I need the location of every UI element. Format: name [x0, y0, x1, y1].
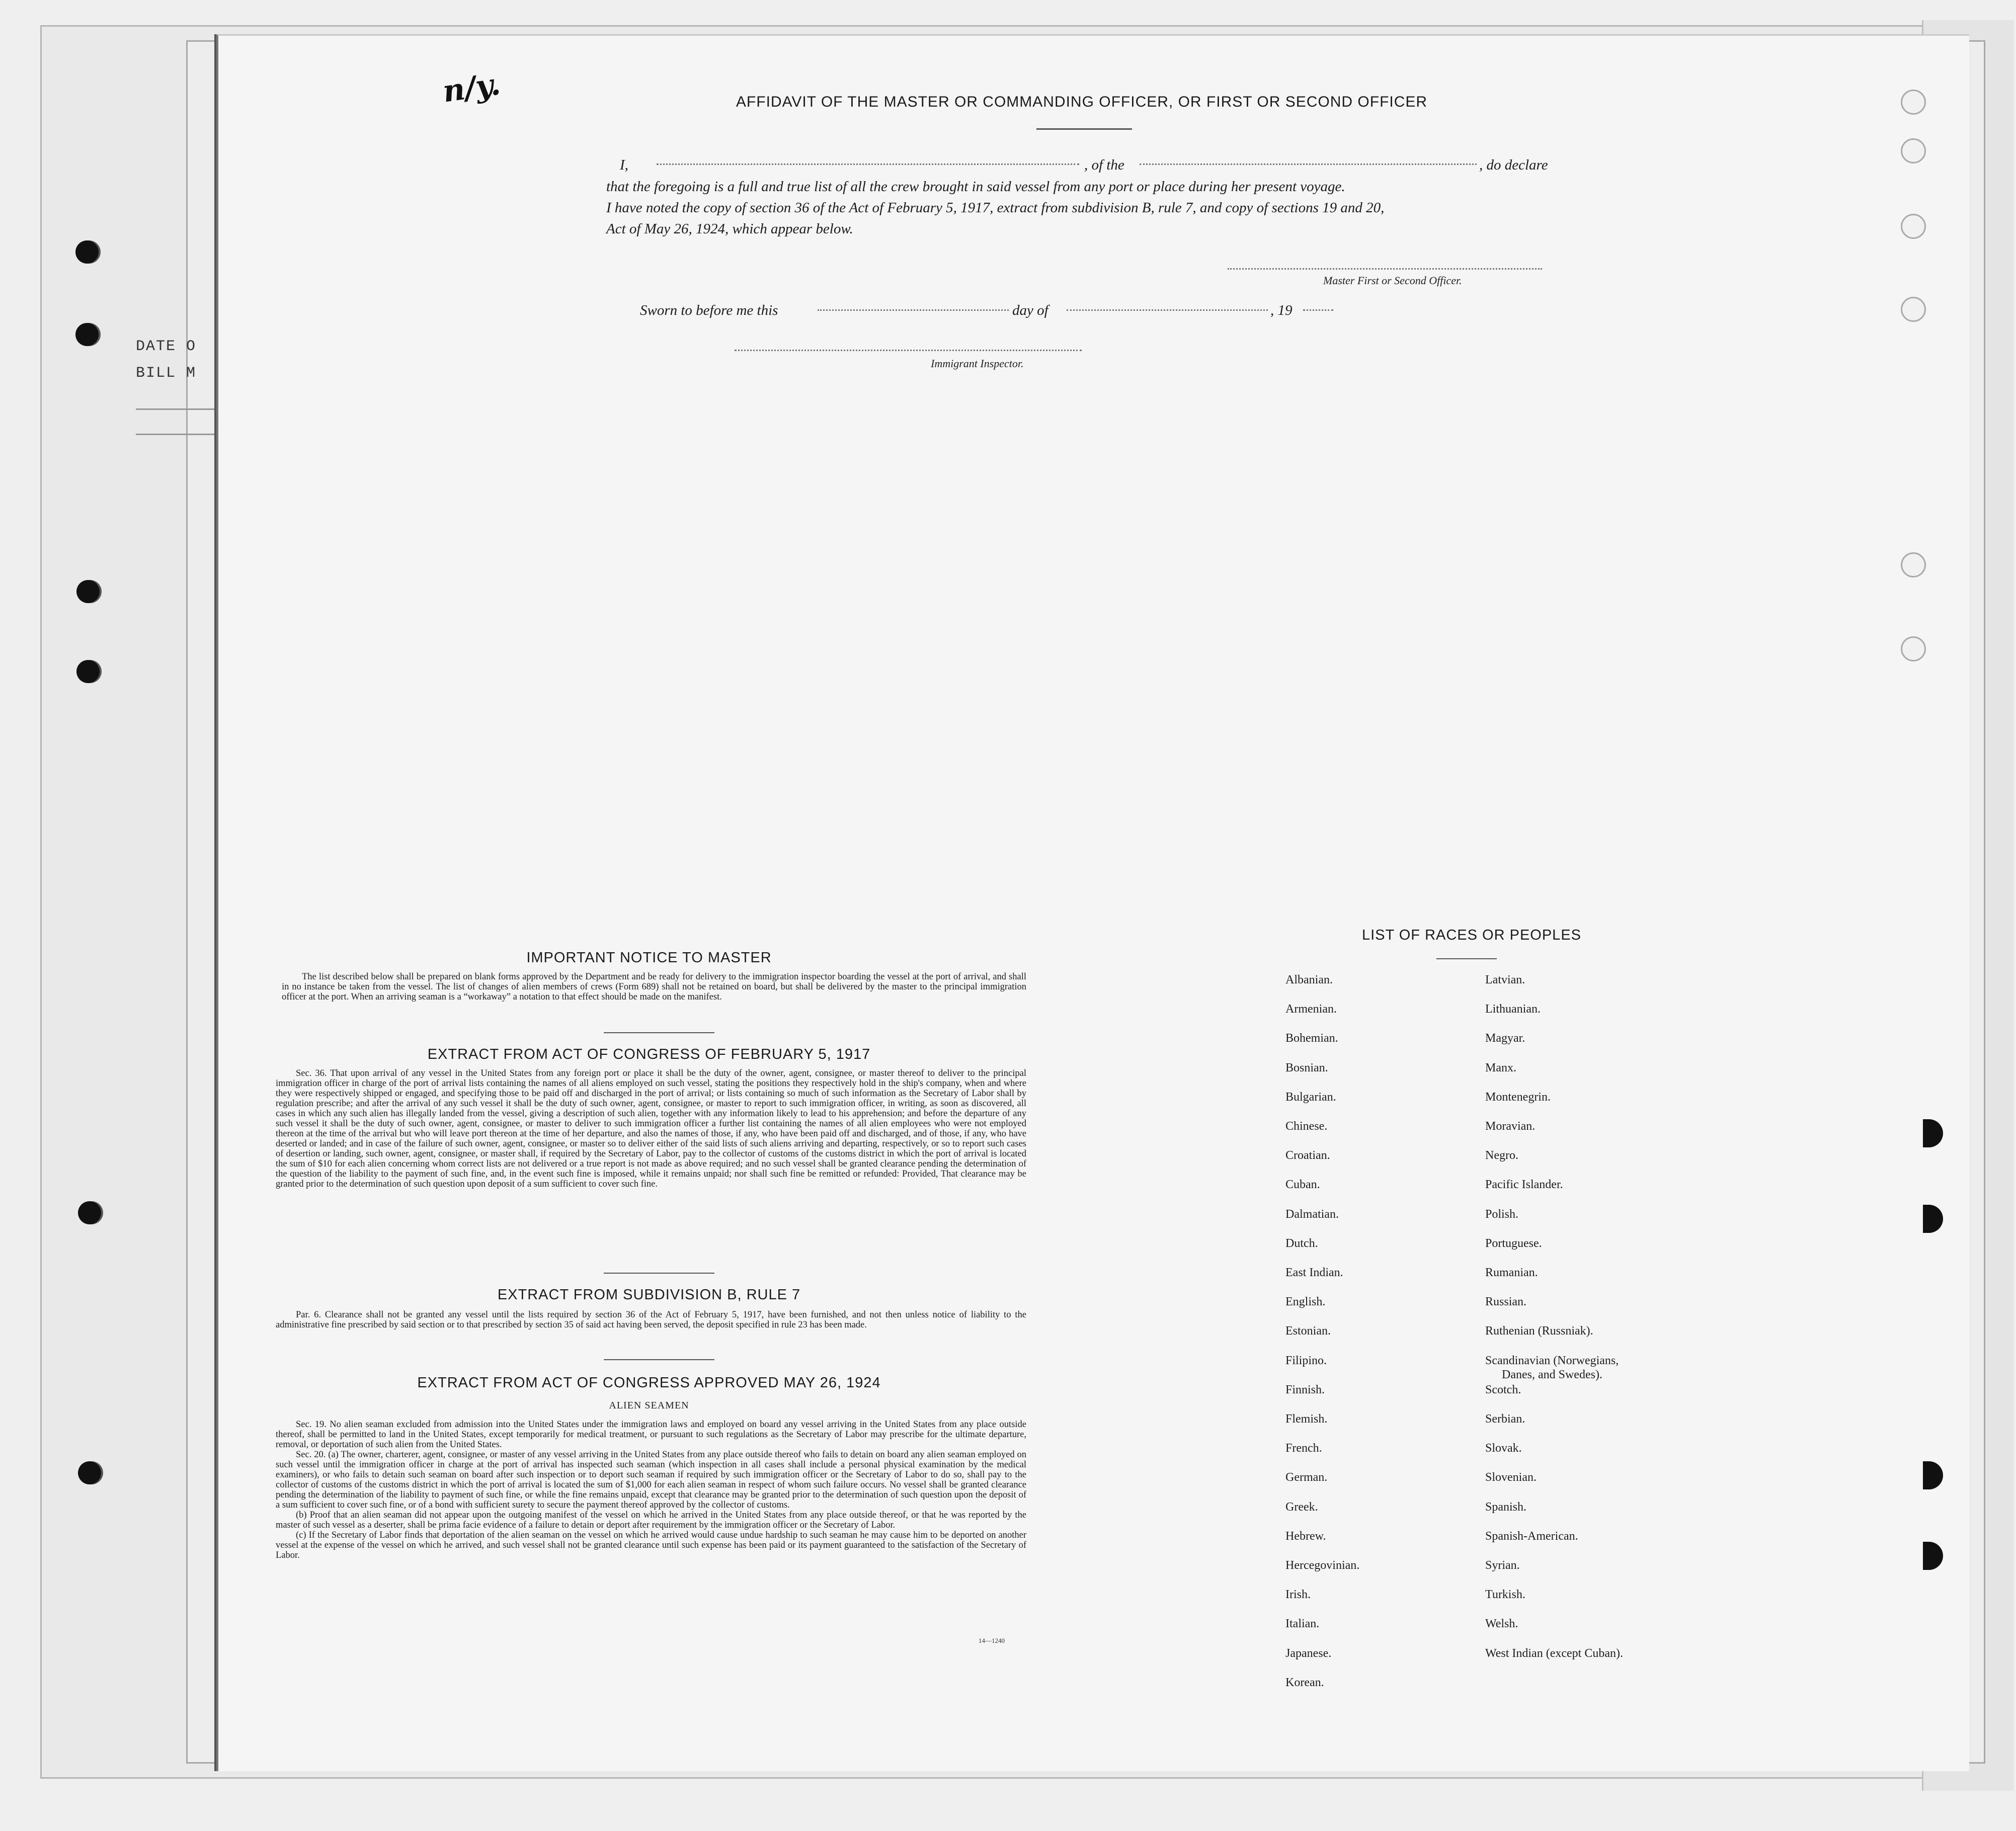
alien-seamen-subtitle: ALIEN SEAMEN: [609, 1400, 689, 1411]
race-item: Hebrew.: [1285, 1529, 1326, 1543]
sworn-year-field[interactable]: [1303, 309, 1333, 311]
race-item: Spanish.: [1485, 1500, 1527, 1514]
section-rule: [604, 1273, 714, 1274]
race-item: Filipino.: [1285, 1354, 1327, 1367]
affidavit-line-4: Act of May 26, 1924, which appear below.: [606, 221, 853, 237]
extract-1917-paragraph: Sec. 36. That upon arrival of any vessel in the United States from any foreign port or place it shall be the duty of the owner, agent, consignee, or master thereof to deliver to the principal immigration officer in charge of the port of arrival lists containing the names of all aliens employed on such vessel, stating the positions they respectively hold in the ship's company, when and where they were respectively shipped or engaged, and specifying those to be paid off and discharged in the port of arrival; or lists containing so much of such information as the Secretary of Labor shall by regulation prescribe; and after the arrival of any such vessel it shall be the duty of such owner, agent, consignee, or master to report to such immigration officer, in writing, as soon as discovered, all cases in which any such alien has illegally landed from the vessel, giving a description of such alien, together with any information likely to lead to his apprehension; and before the departure of any such vessel it shall be the duty of such owner, agent, consignee, or master to deliver to such immigration officer a further list containing the names of all alien employees who were not employed thereon at the time of the arrival but who will leave port thereon at the time of her departure, and also the names of those, if any, who have been paid off and discharged, and of those, if any, who have deserted or landed; and in case of the failure of such owner, agent, consignee, or master so to deliver either of the said lists of such aliens arriving and departing, respectively, or so to report such cases of desertion or landing, such owner, agent, consignee, or master shall, if required by the Secretary of Labor, pay to the collector of customs of the customs district in which the port of arrival is located the sum of $10 for each alien concerning whom correct lists are not delivered or a true report is not made as above required; and no such vessel shall be granted clearance pending the determination of the question of the liability to the payment of such fine, and, in the event such fine is imposed, while it remains unpaid; nor shall such fine be remitted or refunded: Provided, That clearance may be granted prior to the determination of such question upon deposit of a sum sufficient to cover such fine.: [276, 1068, 1026, 1189]
race-item: Finnish.: [1285, 1383, 1325, 1396]
title-rule: [1036, 128, 1132, 130]
race-item-continuation: Danes, and Swedes).: [1502, 1368, 1602, 1381]
race-item: Negro.: [1485, 1149, 1518, 1162]
race-item: Manx.: [1485, 1061, 1516, 1074]
races-title-rule: [1436, 958, 1497, 959]
race-item: West Indian (except Cuban).: [1485, 1646, 1623, 1660]
race-item: English.: [1285, 1295, 1326, 1309]
binding-hole-ring: [1901, 214, 1926, 239]
race-item: East Indian.: [1285, 1266, 1343, 1279]
binding-hole-ring: [1901, 297, 1926, 322]
race-item: Portuguese.: [1485, 1236, 1542, 1250]
race-item: Bohemian.: [1285, 1032, 1338, 1045]
notice-body: [282, 972, 1026, 1002]
race-item: Dutch.: [1285, 1236, 1318, 1250]
extract-1917-body: [276, 1068, 1026, 1189]
binding-hole-ring: [1901, 636, 1926, 661]
races-title: LIST OF RACES OR PEOPLES: [1361, 927, 1582, 943]
extract-1924-body: [276, 1420, 1026, 1560]
extract-rule7-title: EXTRACT FROM SUBDIVISION B, RULE 7: [497, 1287, 801, 1303]
race-item: Ruthenian (Russniak).: [1485, 1324, 1593, 1338]
race-item: Dalmatian.: [1285, 1207, 1339, 1221]
race-item: Irish.: [1285, 1588, 1311, 1602]
binding-hole: [76, 660, 100, 683]
section-19-paragraph: Sec. 19. No alien seaman excluded from admission into the United States under the immigration laws and employed on board any vessel arriving in the United States from any place outside thereof, shall be permitted to land in the United States, except temporarily for medical treatment, or pursuant to such regulations as the Secretary of Labor may prescribe for the ultimate departure, removal, or deportation of such alien from the United States.: [276, 1420, 1026, 1450]
vessel-name-field[interactable]: [1140, 163, 1477, 165]
race-item: Russian.: [1485, 1295, 1527, 1309]
race-item: Hercegovinian.: [1285, 1559, 1360, 1572]
race-item: Bulgarian.: [1285, 1090, 1336, 1104]
binding-hole-ring: [1901, 90, 1926, 115]
race-item: Scandinavian (Norwegians,: [1485, 1354, 1619, 1367]
declarant-name-field[interactable]: [657, 163, 1079, 165]
race-item: Flemish.: [1285, 1412, 1328, 1426]
race-item: French.: [1285, 1442, 1322, 1455]
binding-hole: [78, 1201, 101, 1224]
race-item: Croatian.: [1285, 1149, 1330, 1162]
section-20b-paragraph: (b) Proof that an alien seaman did not appear upon the outgoing manifest of the vessel on which he arrived in the United States from any place outside thereof, or that he was reported by the master of such vessel as a deserter, shall be prima facie evidence of a failure to detain or deport after requirement by the immigration officer or the Secretary of Labor.: [276, 1510, 1026, 1530]
back-sheet-rule: [136, 408, 216, 410]
extract-1924-title: EXTRACT FROM ACT OF CONGRESS APPROVED MAY 26, 1924: [417, 1375, 881, 1391]
affidavit-title: AFFIDAVIT OF THE MASTER OR COMMANDING OFFICER, OR FIRST OR SECOND OFFICER: [736, 94, 1428, 110]
extract-rule7-paragraph: Par. 6. Clearance shall not be granted any vessel until the lists required by section 36 of the Act of February 5, 1917, have been furnished, and not then unless notice of liability to the administrative fine prescribed by said section or to that prescribed by section 35 of said act having been served, the deposit specified in rule 23 has been made.: [276, 1310, 1026, 1330]
race-item: Magyar.: [1485, 1032, 1525, 1045]
back-sheet-bill-label: BILL M: [136, 365, 197, 382]
race-item: Syrian.: [1485, 1559, 1520, 1572]
affidavit-do-declare: , do declare: [1479, 157, 1548, 173]
binding-hole: [75, 323, 99, 346]
sworn-month-field[interactable]: [1067, 309, 1268, 311]
race-item: Slovak.: [1485, 1442, 1522, 1455]
race-item: Welsh.: [1485, 1617, 1518, 1631]
race-item: Rumanian.: [1485, 1266, 1538, 1279]
back-sheet-rule: [136, 434, 216, 435]
affidavit-line-3: I have noted the copy of section 36 of the Act of February 5, 1917, extract from subdivision B, rule 7, and copy of sections 19 and 20,: [606, 200, 1385, 216]
race-item: Pacific Islander.: [1485, 1178, 1563, 1192]
race-item: Montenegrin.: [1485, 1090, 1551, 1104]
sworn-label: Sworn to before me this: [640, 302, 778, 318]
extract-1917-title: EXTRACT FROM ACT OF CONGRESS OF FEBRUARY 5, 1917: [427, 1046, 871, 1062]
affidavit-line-2: that the foregoing is a full and true list of all the crew brought in said vessel from any port or place during her present voyage.: [606, 179, 1345, 195]
binding-hole-ring: [1901, 552, 1926, 577]
race-item: Polish.: [1485, 1207, 1519, 1221]
handwritten-mark: n/y.: [440, 66, 503, 110]
race-item: Italian.: [1285, 1617, 1320, 1631]
section-rule: [604, 1032, 714, 1033]
race-item: German.: [1285, 1471, 1328, 1484]
binding-hole: [75, 240, 99, 264]
binding-hole-ring: [1901, 138, 1926, 163]
race-item: Turkish.: [1485, 1588, 1525, 1602]
race-item: Scotch.: [1485, 1383, 1521, 1396]
binding-hole: [76, 580, 100, 603]
inspector-signature-field[interactable]: [735, 350, 1082, 351]
sworn-date-field[interactable]: [818, 309, 1009, 311]
race-item: Latvian.: [1485, 973, 1525, 986]
year-label: , 19: [1270, 302, 1293, 318]
race-item: Slovenian.: [1485, 1471, 1537, 1484]
race-item: Estonian.: [1285, 1324, 1331, 1338]
notice-title: IMPORTANT NOTICE TO MASTER: [526, 950, 772, 966]
race-item: Armenian.: [1285, 1003, 1337, 1016]
section-20a-paragraph: Sec. 20. (a) The owner, charterer, agent, consignee, or master of any vessel arriving in the United States from any place outside thereof who fails to detain on board any alien seaman employed on such vessel until the immigration officer in charge at the port of arrival has inspected such seaman (which inspection in all cases shall include a personal physical examination by the medical examiners), or who fails to detain such seaman on board after such inspection or to deport such seaman if required by such immigration officer or the Secretary of Labor to do so, shall pay to the collector of customs of the customs district in which the port of arrival is located the sum of $1,000 for each alien seaman in respect of whom such failure occurs. No vessel shall be granted clearance pending the determination of the liability to payment of such fine, or while the fine remains unpaid, except that clearance may be granted prior to the determination of such question upon the deposit of a sum sufficient to cover such fine, or of a bond with sufficient surety to secure the payment thereof approved by the collector of customs.: [276, 1450, 1026, 1510]
affidavit-of-the: , of the: [1084, 157, 1124, 173]
race-item: Greek.: [1285, 1500, 1318, 1514]
section-20c-paragraph: (c) If the Secretary of Labor finds that deportation of the alien seaman on the vessel on which he arrived would cause undue hardship to such seaman he may cause him to be deported on another vessel at the expense of the vessel on which he arrived, and such vessel shall not be granted clearance until such expense has been paid or its payment guaranteed to the satisfaction of the Secretary of Labor.: [276, 1530, 1026, 1560]
race-item: Albanian.: [1285, 973, 1333, 986]
inspector-caption: Immigrant Inspector.: [931, 357, 1024, 370]
race-item: Bosnian.: [1285, 1061, 1328, 1074]
master-signature-caption: Master First or Second Officer.: [1323, 274, 1462, 287]
race-item: Japanese.: [1285, 1646, 1332, 1660]
form-number: 14—1240: [979, 1637, 1005, 1644]
race-item: Chinese.: [1285, 1120, 1328, 1133]
back-sheet-date-label: DATE O: [136, 338, 197, 355]
race-item: Lithuanian.: [1485, 1003, 1541, 1016]
race-item: Moravian.: [1485, 1120, 1536, 1133]
race-item: Spanish-American.: [1485, 1529, 1578, 1543]
master-signature-field[interactable]: [1228, 268, 1542, 270]
extract-rule7-body: [276, 1310, 1026, 1330]
race-item: Serbian.: [1485, 1412, 1525, 1426]
race-item: Korean.: [1285, 1676, 1324, 1689]
section-rule: [604, 1359, 714, 1360]
affidavit-intro: I,: [620, 157, 628, 173]
notice-paragraph: The list described below shall be prepared on blank forms approved by the Department and be ready for delivery to the immigration inspector boarding the vessel at the port of arrival, and shall in no instance be taken from the vessel. The list of changes of alien members of crews (Form 689) shall not be retained on board, but shall be delivered by the master to the principal immigration officer at the port. When an arriving seaman is a “workaway” a notation to that effect should be made on the manifest.: [282, 972, 1026, 1002]
binding-hole: [78, 1461, 101, 1484]
race-item: Cuban.: [1285, 1178, 1320, 1192]
day-of-label: day of: [1012, 302, 1049, 318]
